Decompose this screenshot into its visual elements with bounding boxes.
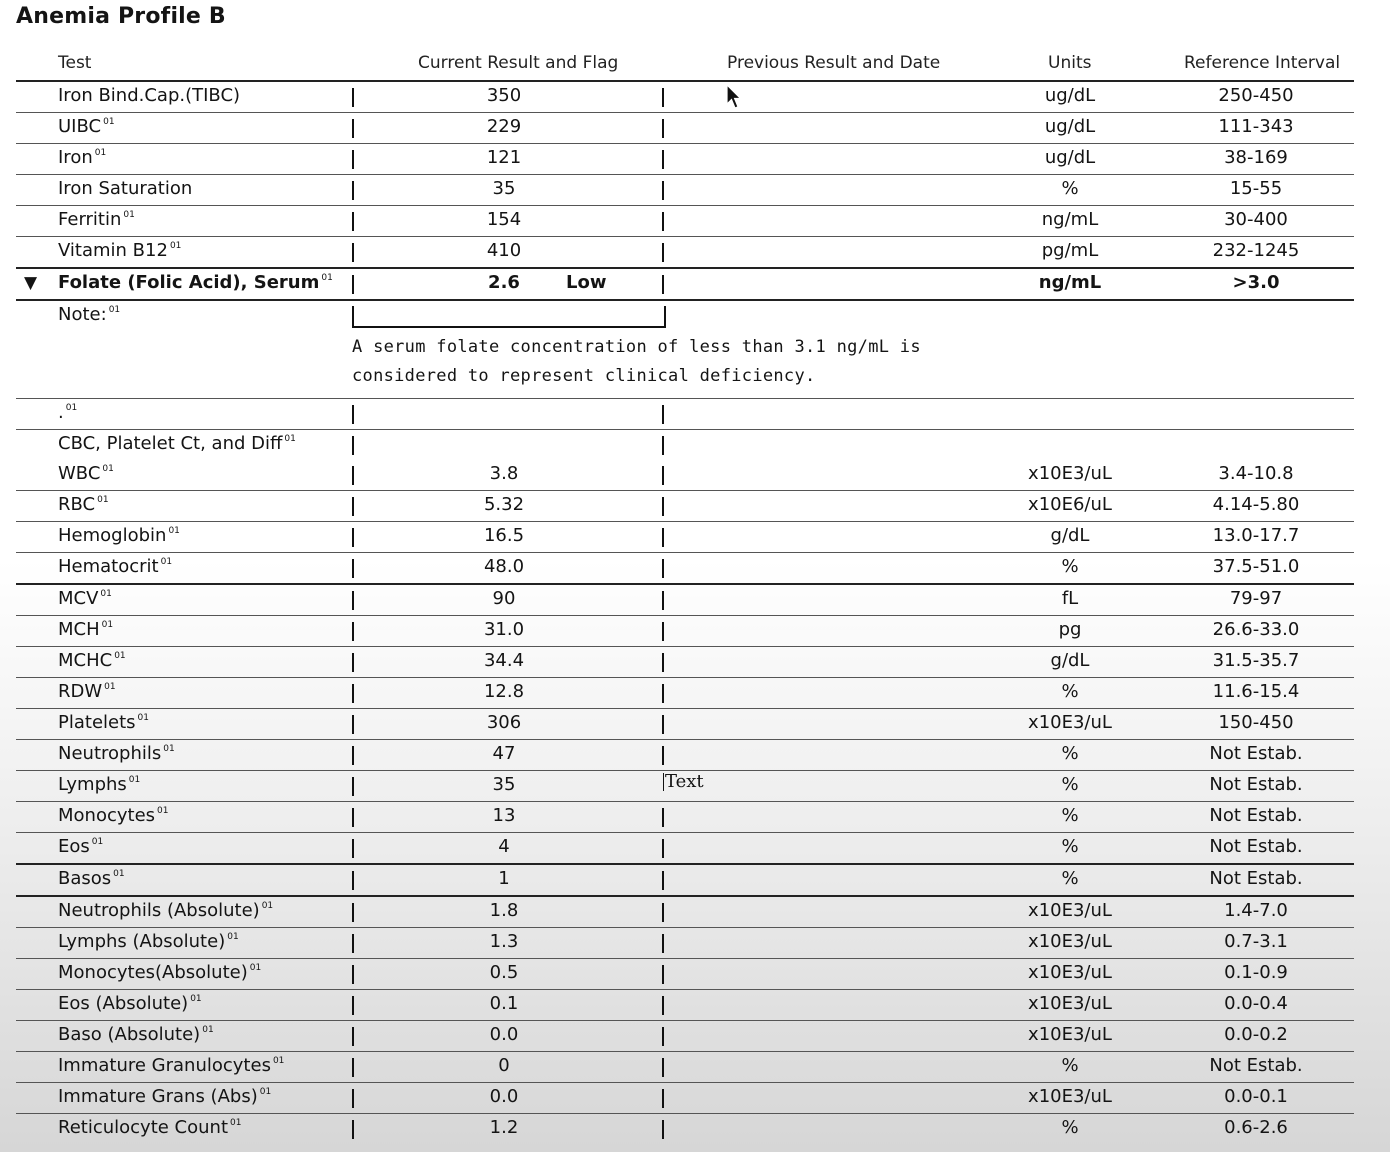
test-label: Immature Granulocytes — [58, 1055, 271, 1076]
table-body — [16, 82, 1354, 1144]
units: x10E3/uL — [1028, 962, 1112, 983]
note-text-line: considered to represent clinical deficiency. — [352, 366, 816, 386]
column-divider — [662, 996, 664, 1015]
column-divider — [662, 150, 664, 169]
table-row — [16, 1021, 1354, 1052]
column-divider — [662, 528, 664, 547]
current-result: 13 — [492, 805, 516, 826]
test-name — [58, 931, 239, 952]
current-result: 410 — [486, 240, 522, 261]
test-name — [58, 900, 273, 921]
units: g/dL — [1050, 525, 1090, 546]
reference-interval: 26.6-33.0 — [1212, 619, 1300, 640]
reference-interval: Not Estab. — [1209, 836, 1303, 857]
footnote-ref: 01 — [284, 434, 296, 444]
units: % — [1061, 178, 1079, 199]
test-label: Neutrophils (Absolute) — [58, 900, 260, 921]
test-label: MCV — [58, 588, 99, 609]
current-result: 121 — [486, 147, 522, 168]
footnote-ref: 01 — [160, 557, 173, 567]
footnote-ref: 01 — [321, 273, 333, 283]
units: pg/mL — [1041, 240, 1099, 261]
table-row — [16, 399, 1354, 430]
footnote-ref: 01 — [128, 775, 141, 785]
current-result: 0.5 — [489, 962, 519, 983]
note-row — [16, 301, 1354, 399]
footnote-ref: 01 — [91, 837, 104, 847]
footnote-ref: 01 — [114, 651, 126, 661]
current-result: 2.6 — [488, 272, 520, 293]
test-name — [58, 836, 103, 857]
current-result: 16.5 — [483, 525, 525, 546]
test-label: Ferritin — [58, 209, 122, 230]
column-divider — [352, 436, 354, 455]
test-label: MCH — [58, 619, 100, 640]
flag-arrow-icon: ▼ — [24, 273, 38, 293]
reference-interval: Not Estab. — [1209, 743, 1303, 764]
footnote-ref: 01 — [249, 963, 262, 973]
table-row — [16, 1114, 1354, 1144]
column-divider — [662, 934, 664, 953]
test-label: Vitamin B12 — [58, 240, 168, 261]
reference-interval: 250-450 — [1218, 85, 1294, 106]
header-reference: Reference Interval — [1184, 53, 1341, 73]
current-result: 1.3 — [489, 931, 519, 952]
current-result: 350 — [486, 85, 522, 106]
current-result: 3.8 — [489, 463, 519, 484]
test-label: Lymphs — [58, 774, 127, 795]
test-name — [58, 868, 125, 889]
results-table — [16, 48, 1354, 1144]
test-label: Iron Bind.Cap.(TIBC) — [58, 85, 241, 106]
current-result: 0.1 — [489, 993, 519, 1014]
column-divider — [662, 871, 664, 890]
test-name — [58, 85, 240, 106]
current-result: 35 — [492, 774, 516, 795]
units: ug/dL — [1044, 147, 1096, 168]
test-label: . — [58, 402, 64, 423]
units: % — [1061, 805, 1079, 826]
reference-interval: 30-400 — [1224, 209, 1288, 230]
test-name — [58, 556, 172, 577]
test-name — [58, 588, 112, 609]
section-row — [16, 430, 1354, 460]
units: g/dL — [1050, 650, 1090, 671]
reference-interval: 1.4-7.0 — [1224, 900, 1288, 921]
test-label: Reticulocyte Count — [58, 1117, 229, 1138]
current-result: 47 — [492, 743, 516, 764]
test-name — [58, 650, 126, 671]
table-row — [16, 740, 1354, 771]
table-row — [16, 585, 1354, 616]
footnote-ref: 01 — [65, 403, 78, 413]
reference-interval: 150-450 — [1218, 712, 1294, 733]
footnote-ref: 01 — [259, 1087, 272, 1097]
current-result: 0.0 — [489, 1024, 519, 1045]
footnote-ref: 01 — [94, 148, 107, 158]
footnote-ref: 01 — [137, 713, 149, 723]
footnote-ref: 01 — [169, 241, 182, 251]
current-result: 1.2 — [489, 1117, 519, 1138]
column-divider — [662, 559, 664, 578]
table-row — [16, 1083, 1354, 1114]
table-row — [16, 522, 1354, 553]
units: % — [1061, 774, 1079, 795]
units: % — [1061, 1117, 1079, 1138]
footnote-ref: 01 — [227, 932, 239, 942]
reference-interval: Not Estab. — [1209, 868, 1303, 889]
test-label: Basos — [58, 868, 112, 889]
footnote-ref: 01 — [190, 994, 202, 1004]
test-label: MCHC — [58, 650, 113, 671]
column-divider — [662, 212, 664, 231]
reference-interval: 11.6-15.4 — [1212, 681, 1300, 702]
units: x10E3/uL — [1028, 993, 1112, 1014]
column-divider — [662, 839, 664, 858]
footnote-ref: 01 — [272, 1056, 285, 1066]
text-input[interactable]: Text — [665, 771, 704, 792]
column-divider — [662, 119, 664, 138]
mouse-pointer-icon — [726, 84, 742, 110]
test-name — [58, 304, 120, 325]
current-result: 306 — [486, 712, 522, 733]
test-name — [58, 209, 135, 230]
test-label: Monocytes — [58, 805, 156, 826]
units: x10E3/uL — [1028, 900, 1112, 921]
units: ng/mL — [1041, 209, 1099, 230]
note-text-line: A serum folate concentration of less than 3.1 ng/mL is — [352, 337, 921, 357]
footnote-ref: 01 — [102, 464, 114, 474]
table-row — [16, 959, 1354, 990]
column-divider — [662, 1120, 664, 1139]
table-row — [16, 237, 1354, 269]
test-name — [58, 774, 140, 795]
reference-interval: 15-55 — [1229, 178, 1283, 199]
reference-interval: 79-97 — [1229, 588, 1283, 609]
header-current: Current Result and Flag — [418, 53, 619, 73]
reference-interval: 111-343 — [1218, 116, 1294, 137]
units: % — [1061, 556, 1079, 577]
current-result: 48.0 — [483, 556, 525, 577]
table-row — [16, 833, 1354, 865]
test-name — [58, 494, 109, 515]
table-row — [16, 460, 1354, 491]
test-name — [58, 1024, 214, 1045]
test-name — [58, 147, 106, 168]
test-label: Eos (Absolute) — [58, 993, 189, 1014]
units: x10E3/uL — [1028, 931, 1112, 952]
reference-interval: 0.1-0.9 — [1224, 962, 1288, 983]
note-bracket — [352, 306, 666, 328]
test-label: Iron — [58, 147, 93, 168]
test-name — [58, 805, 168, 826]
footnote-ref: 01 — [261, 901, 274, 911]
test-label: Lymphs (Absolute) — [58, 931, 226, 952]
current-result: 90 — [492, 588, 516, 609]
footnote-ref: 01 — [108, 305, 121, 315]
column-divider — [662, 181, 664, 200]
reference-interval: 38-169 — [1224, 147, 1288, 168]
reference-interval: 232-1245 — [1212, 240, 1300, 261]
units: % — [1061, 1055, 1079, 1076]
table-row — [16, 82, 1354, 113]
footnote-ref: 01 — [104, 682, 116, 692]
column-divider — [662, 1058, 664, 1077]
current-result: 34.4 — [483, 650, 525, 671]
header-test: Test — [58, 53, 92, 73]
units: x10E3/uL — [1028, 1024, 1112, 1045]
test-name — [58, 402, 77, 423]
current-result: 1.8 — [489, 900, 519, 921]
test-name — [58, 178, 192, 199]
column-divider — [662, 715, 664, 734]
test-label: Hematocrit — [58, 556, 159, 577]
column-divider — [662, 1027, 664, 1046]
test-name — [58, 525, 180, 546]
column-divider — [662, 1089, 664, 1108]
units: ug/dL — [1044, 85, 1096, 106]
units: fL — [1061, 588, 1079, 609]
column-divider — [662, 466, 664, 485]
table-row — [16, 491, 1354, 522]
reference-interval: 37.5-51.0 — [1212, 556, 1300, 577]
test-name — [58, 433, 296, 454]
current-result: 1 — [498, 868, 510, 889]
reference-interval: 0.0-0.1 — [1224, 1086, 1288, 1107]
report-title: Anemia Profile B — [16, 4, 226, 29]
footnote-ref: 01 — [100, 589, 112, 599]
reference-interval: Not Estab. — [1209, 805, 1303, 826]
units: x10E6/uL — [1028, 494, 1112, 515]
units: x10E3/uL — [1028, 1086, 1112, 1107]
table-row — [16, 709, 1354, 740]
footnote-ref: 01 — [103, 117, 115, 127]
reference-interval: 0.0-0.4 — [1224, 993, 1288, 1014]
test-label: WBC — [58, 463, 101, 484]
test-label: Neutrophils — [58, 743, 162, 764]
test-name — [58, 962, 261, 983]
column-divider — [662, 684, 664, 703]
test-label: Immature Grans (Abs) — [58, 1086, 258, 1107]
test-name — [58, 993, 202, 1014]
table-row — [16, 1052, 1354, 1083]
test-label: Baso (Absolute) — [58, 1024, 201, 1045]
footnote-ref: 01 — [230, 1118, 242, 1128]
table-row — [16, 928, 1354, 959]
units: % — [1061, 743, 1079, 764]
current-result: 0 — [498, 1055, 510, 1076]
current-result: 229 — [486, 116, 522, 137]
result-flag: Low — [566, 272, 607, 293]
test-name — [58, 1086, 271, 1107]
footnote-ref: 01 — [168, 526, 180, 536]
table-row — [16, 802, 1354, 833]
test-name — [58, 743, 175, 764]
reference-interval: Not Estab. — [1209, 1055, 1303, 1076]
column-divider — [662, 746, 664, 765]
test-label: Eos — [58, 836, 90, 857]
current-result: 12.8 — [483, 681, 525, 702]
footnote-ref: 01 — [97, 495, 109, 505]
reference-interval: 3.4-10.8 — [1218, 463, 1294, 484]
column-divider — [662, 653, 664, 672]
table-header — [16, 48, 1354, 82]
units: % — [1061, 681, 1079, 702]
footnote-ref: 01 — [202, 1025, 214, 1035]
test-name — [58, 681, 116, 702]
table-row — [16, 897, 1354, 928]
column-divider — [662, 243, 664, 262]
footnote-ref: 01 — [163, 744, 175, 754]
test-name — [58, 619, 113, 640]
units: % — [1061, 836, 1079, 857]
table-row — [16, 144, 1354, 175]
units: x10E3/uL — [1028, 463, 1112, 484]
reference-interval: 4.14-5.80 — [1212, 494, 1300, 515]
footnote-ref: 01 — [101, 620, 114, 630]
reference-interval: 0.0-0.2 — [1224, 1024, 1288, 1045]
column-divider — [662, 405, 664, 424]
units: ng/mL — [1038, 272, 1102, 293]
test-name — [58, 1055, 284, 1076]
table-row — [16, 990, 1354, 1021]
test-name — [58, 116, 115, 137]
table-row — [16, 269, 1354, 301]
column-divider — [662, 965, 664, 984]
test-name — [58, 1117, 241, 1138]
footnote-ref: 01 — [157, 806, 169, 816]
test-label: Platelets — [58, 712, 136, 733]
reference-interval: 13.0-17.7 — [1212, 525, 1300, 546]
table-row — [16, 865, 1354, 897]
column-divider — [662, 622, 664, 641]
current-result: 154 — [486, 209, 522, 230]
column-divider — [662, 436, 664, 455]
test-name — [58, 463, 114, 484]
units: % — [1061, 868, 1079, 889]
test-label: UIBC — [58, 116, 102, 137]
table-row — [16, 113, 1354, 144]
table-row — [16, 175, 1354, 206]
reference-interval: 31.5-35.7 — [1212, 650, 1300, 671]
test-label: Iron Saturation — [58, 178, 193, 199]
test-label: Hemoglobin — [58, 525, 167, 546]
test-name — [58, 712, 149, 733]
table-row — [16, 553, 1354, 585]
test-label: RBC — [58, 494, 96, 515]
table-row — [16, 771, 1354, 802]
current-result: 35 — [492, 178, 516, 199]
test-label: Note: — [58, 304, 107, 325]
test-label: Monocytes(Absolute) — [58, 962, 248, 983]
reference-interval: 0.7-3.1 — [1224, 931, 1288, 952]
column-divider — [662, 88, 664, 107]
units: ug/dL — [1044, 116, 1096, 137]
column-divider — [662, 808, 664, 827]
units: x10E3/uL — [1028, 712, 1112, 733]
test-name — [58, 272, 333, 293]
footnote-ref: 01 — [123, 210, 135, 220]
header-units: Units — [1048, 53, 1092, 73]
current-result: 5.32 — [483, 494, 525, 515]
column-divider — [662, 903, 664, 922]
test-label: CBC, Platelet Ct, and Diff — [58, 433, 283, 454]
footnote-ref: 01 — [113, 869, 125, 879]
table-row — [16, 206, 1354, 237]
header-previous: Previous Result and Date — [727, 53, 941, 73]
current-result: 31.0 — [483, 619, 525, 640]
column-divider — [352, 405, 354, 424]
test-label: Folate (Folic Acid), Serum — [58, 272, 320, 293]
test-name — [58, 240, 181, 261]
column-divider — [662, 497, 664, 516]
current-result: 0.0 — [489, 1086, 519, 1107]
reference-interval: 0.6-2.6 — [1224, 1117, 1288, 1138]
table-row — [16, 678, 1354, 709]
test-label: RDW — [58, 681, 103, 702]
reference-interval: Not Estab. — [1209, 774, 1303, 795]
table-row — [16, 647, 1354, 678]
table-row — [16, 616, 1354, 647]
column-divider — [662, 591, 664, 610]
units: pg — [1058, 619, 1082, 640]
column-divider — [662, 275, 664, 294]
current-result: 4 — [498, 836, 510, 857]
reference-interval: >3.0 — [1232, 272, 1280, 293]
